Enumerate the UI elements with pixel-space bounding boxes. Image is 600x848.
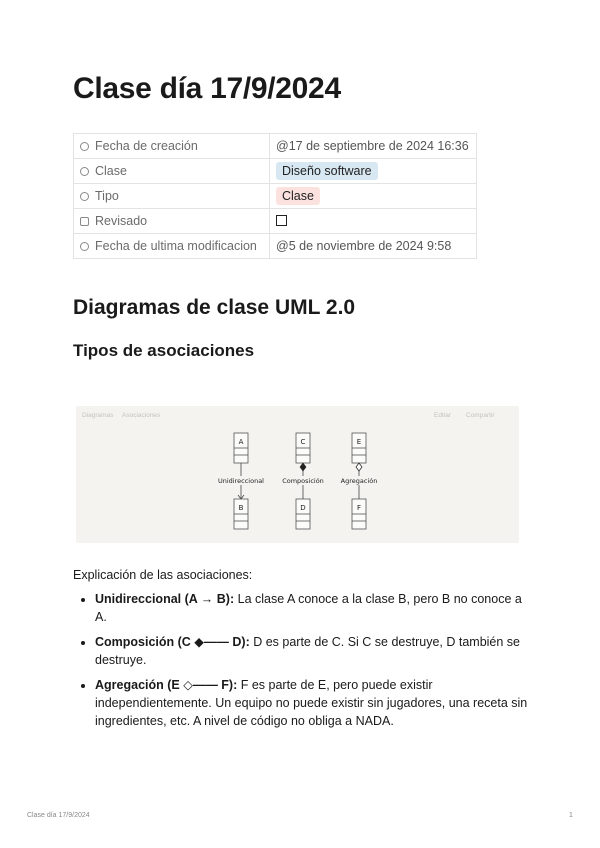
class-name: E xyxy=(356,438,362,446)
property-key: Fecha de creación xyxy=(74,134,270,159)
class-box-bottom xyxy=(296,499,310,529)
class-name: D xyxy=(300,504,306,512)
property-value: @5 de noviembre de 2024 9:58 xyxy=(270,234,477,259)
class-box-top xyxy=(352,433,366,463)
association-label: Agregación xyxy=(340,477,378,485)
filled-diamond-icon xyxy=(300,463,306,471)
class-name: C xyxy=(300,438,306,446)
property-row xyxy=(74,159,477,184)
list-item: • Agregación (E ◇—— F): F es parte de E, pero puede existir independientemente. Un equipo no puede existir sin jugadores, una receta sin ingredientes, etc. A nivel de código no obliga a NADA. xyxy=(95,676,529,730)
class-name: A xyxy=(238,438,244,446)
clock-icon xyxy=(80,242,89,251)
list-item: • Composición (C ◆—— D): D es parte de C. Si C se destruye, D también se destruye. xyxy=(95,633,529,669)
association-label: Composición xyxy=(282,477,324,485)
properties-table xyxy=(73,133,477,259)
toolbar-breadcrumb: Asociaciones xyxy=(122,412,161,419)
select-icon xyxy=(80,192,89,201)
checkbox-icon xyxy=(80,217,89,226)
property-row xyxy=(74,184,477,209)
list-item: • Unidireccional (A → B): La clase A conoce a la clase B, pero B no conoce a A. xyxy=(95,590,529,626)
uml-diagram xyxy=(76,406,519,543)
page-title: Clase día 17/9/2024 xyxy=(73,72,341,105)
class-box-bottom xyxy=(352,499,366,529)
toolbar-breadcrumb: Diagramas xyxy=(82,412,114,419)
association-label: Unidireccional xyxy=(218,477,264,485)
property-value[interactable] xyxy=(270,209,477,234)
property-value[interactable] xyxy=(270,159,477,184)
toolbar-action: Editar xyxy=(434,412,451,419)
property-key: Revisado xyxy=(74,209,270,234)
property-value[interactable] xyxy=(270,184,477,209)
footer-title: Clase día 17/9/2024 xyxy=(27,812,90,819)
class-tag[interactable]: Diseño software xyxy=(276,162,378,180)
class-name: B xyxy=(238,504,244,512)
class-box-top xyxy=(234,433,248,463)
page-number: 1 xyxy=(569,812,573,819)
class-box-top xyxy=(296,433,310,463)
toolbar-action: Compartir xyxy=(466,412,495,419)
property-key: Tipo xyxy=(74,184,270,209)
property-value: @17 de septiembre de 2024 16:36 xyxy=(270,134,477,159)
uml-diagram-image xyxy=(76,406,519,543)
hollow-diamond-icon xyxy=(356,463,362,471)
reviewed-checkbox[interactable] xyxy=(276,215,287,226)
explanation-intro: Explicación de las asociaciones: xyxy=(73,568,253,582)
clock-icon xyxy=(80,142,89,151)
association-list xyxy=(73,590,529,737)
property-row xyxy=(74,134,477,159)
property-key: Fecha de ultima modificacion xyxy=(74,234,270,259)
property-key: Clase xyxy=(74,159,270,184)
type-tag[interactable]: Clase xyxy=(276,187,320,205)
select-icon xyxy=(80,167,89,176)
section-heading: Diagramas de clase UML 2.0 xyxy=(73,296,356,319)
subsection-heading: Tipos de asociaciones xyxy=(73,341,255,360)
property-row xyxy=(74,234,477,259)
class-box-bottom xyxy=(234,499,248,529)
property-row xyxy=(74,209,477,234)
class-name: F xyxy=(356,504,362,512)
